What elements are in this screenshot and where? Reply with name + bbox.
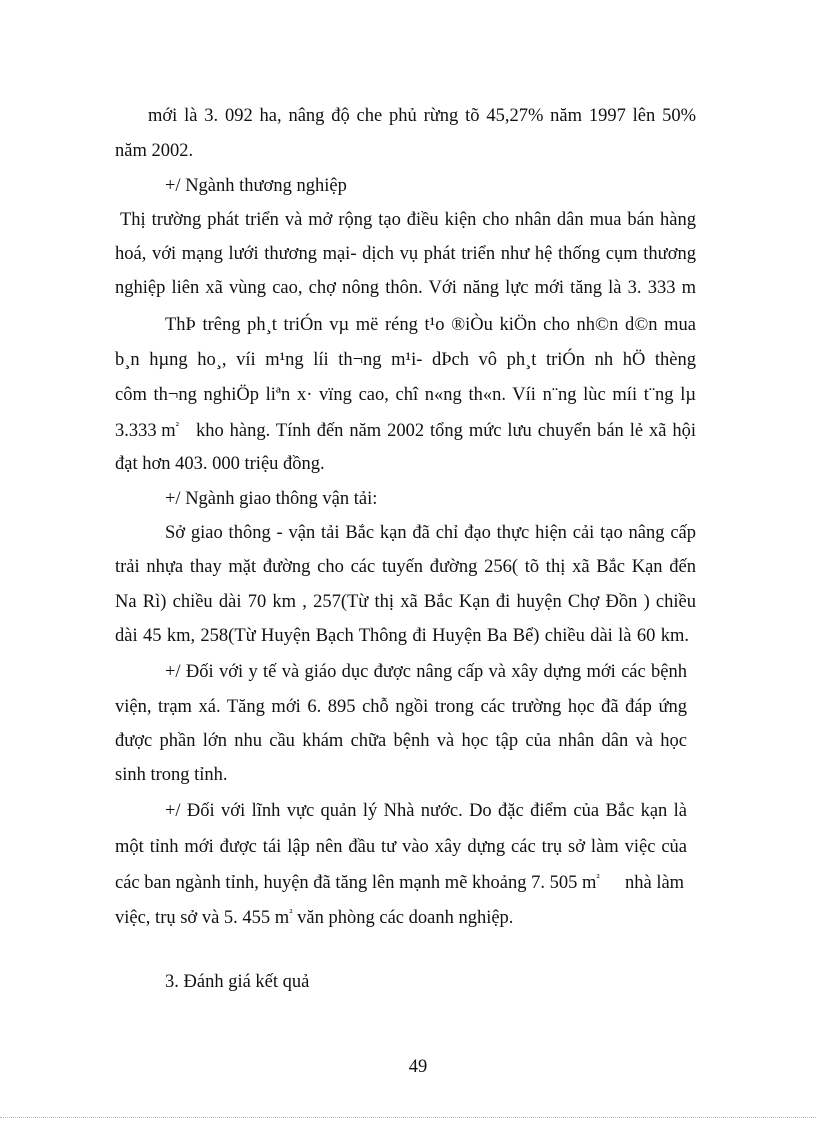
body-line: nhà làm xyxy=(625,873,685,893)
body-line: năm 2002. xyxy=(115,141,194,161)
page-number: 49 xyxy=(408,1057,428,1077)
body-line: hoá, với mạng lưới thương mại- dịch vụ phát triển như hệ thống cụm thương xyxy=(115,244,696,264)
garbled-line: ThÞ trêng ph¸t triÓn vµ më réng t¹o ®iÒu kiÖn cho nh©n d©n mua xyxy=(165,315,696,335)
body-line: sinh trong tỉnh. xyxy=(115,765,228,785)
body-line: Na Rì) chiều dài 70 km , 257(Từ thị xã Bắc Kạn đi huyện Chợ Đồn ) chiều xyxy=(115,592,696,612)
section-heading: +/ Đối với lĩnh vực quản lý Nhà nước. Do đặc điểm của Bắc kạn là xyxy=(165,801,687,821)
body-line: được phần lớn nhu cầu khám chữa bệnh và học tập của nhân dân và học xyxy=(115,731,687,751)
footer-divider xyxy=(0,1117,816,1118)
body-line: Thị trường phát triển và mở rộng tạo điều kiện cho nhân dân mua bán hàng xyxy=(120,210,696,230)
body-line: một tỉnh mới được tái lập nên đầu tư vào xây dựng các trụ sở làm việc của xyxy=(115,837,687,857)
body-line xyxy=(115,906,513,930)
area-line-text: các ban ngành tỉnh, huyện đã tăng lên mạnh mẽ khoảng 7. 505 m xyxy=(115,873,597,893)
superscript: ² xyxy=(596,872,600,884)
body-line: dài 45 km, 258(Từ Huyện Bạch Thông đi Huyện Ba Bể) chiều dài là 60 km. xyxy=(115,626,689,646)
superscript: ² xyxy=(175,420,179,432)
body-line: Sở giao thông - vận tải Bắc kạn đã chỉ đạo thực hiện cải tạo nâng cấp xyxy=(165,523,696,543)
body-line xyxy=(115,419,179,443)
superscript: ² xyxy=(289,907,293,919)
section-heading: 3. Đánh giá kết quả xyxy=(165,972,310,992)
area-line-tail: văn phòng các doanh nghiệp. xyxy=(297,908,514,928)
body-line xyxy=(115,871,600,895)
area-line-text: việc, trụ sở và 5. 455 m xyxy=(115,908,290,928)
body-line: viện, trạm xá. Tăng mới 6. 895 chỗ ngồi trong các trường học đã đáp ứng xyxy=(115,697,687,717)
body-line: mới là 3. 092 ha, nâng độ che phủ rừng tõ 45,27% năm 1997 lên 50% xyxy=(148,106,696,126)
body-line: trải nhựa thay mặt đường cho các tuyến đường 256( tõ thị xã Bắc Kạn đến xyxy=(115,557,696,577)
section-heading: +/ Ngành thương nghiệp xyxy=(165,176,347,196)
garbled-line: côm th¬ng nghiÖp liªn x· vïng cao, chî n«ng th«n. Víi n¨ng lùc míi t¨ng lµ xyxy=(115,385,696,405)
garbled-line: b¸n hµng ho¸, víi m¹ng líi th¬ng m¹i- dÞch vô ph¸t triÓn nh hÖ thèng xyxy=(115,350,696,370)
body-line: đạt hơn 403. 000 triệu đồng. xyxy=(115,454,325,474)
section-heading: +/ Ngành giao thông vận tải: xyxy=(165,489,378,509)
body-line: nghiệp liên xã vùng cao, chợ nông thôn. Với năng lực mới tăng là 3. 333 m xyxy=(115,278,696,298)
area-value: 3.333 m xyxy=(115,421,176,441)
section-heading: +/ Đối với y tế và giáo dục được nâng cấp và xây dựng mới các bệnh xyxy=(165,662,687,682)
body-line: kho hàng. Tính đến năm 2002 tổng mức lưu chuyển bán lẻ xã hội xyxy=(196,421,696,441)
